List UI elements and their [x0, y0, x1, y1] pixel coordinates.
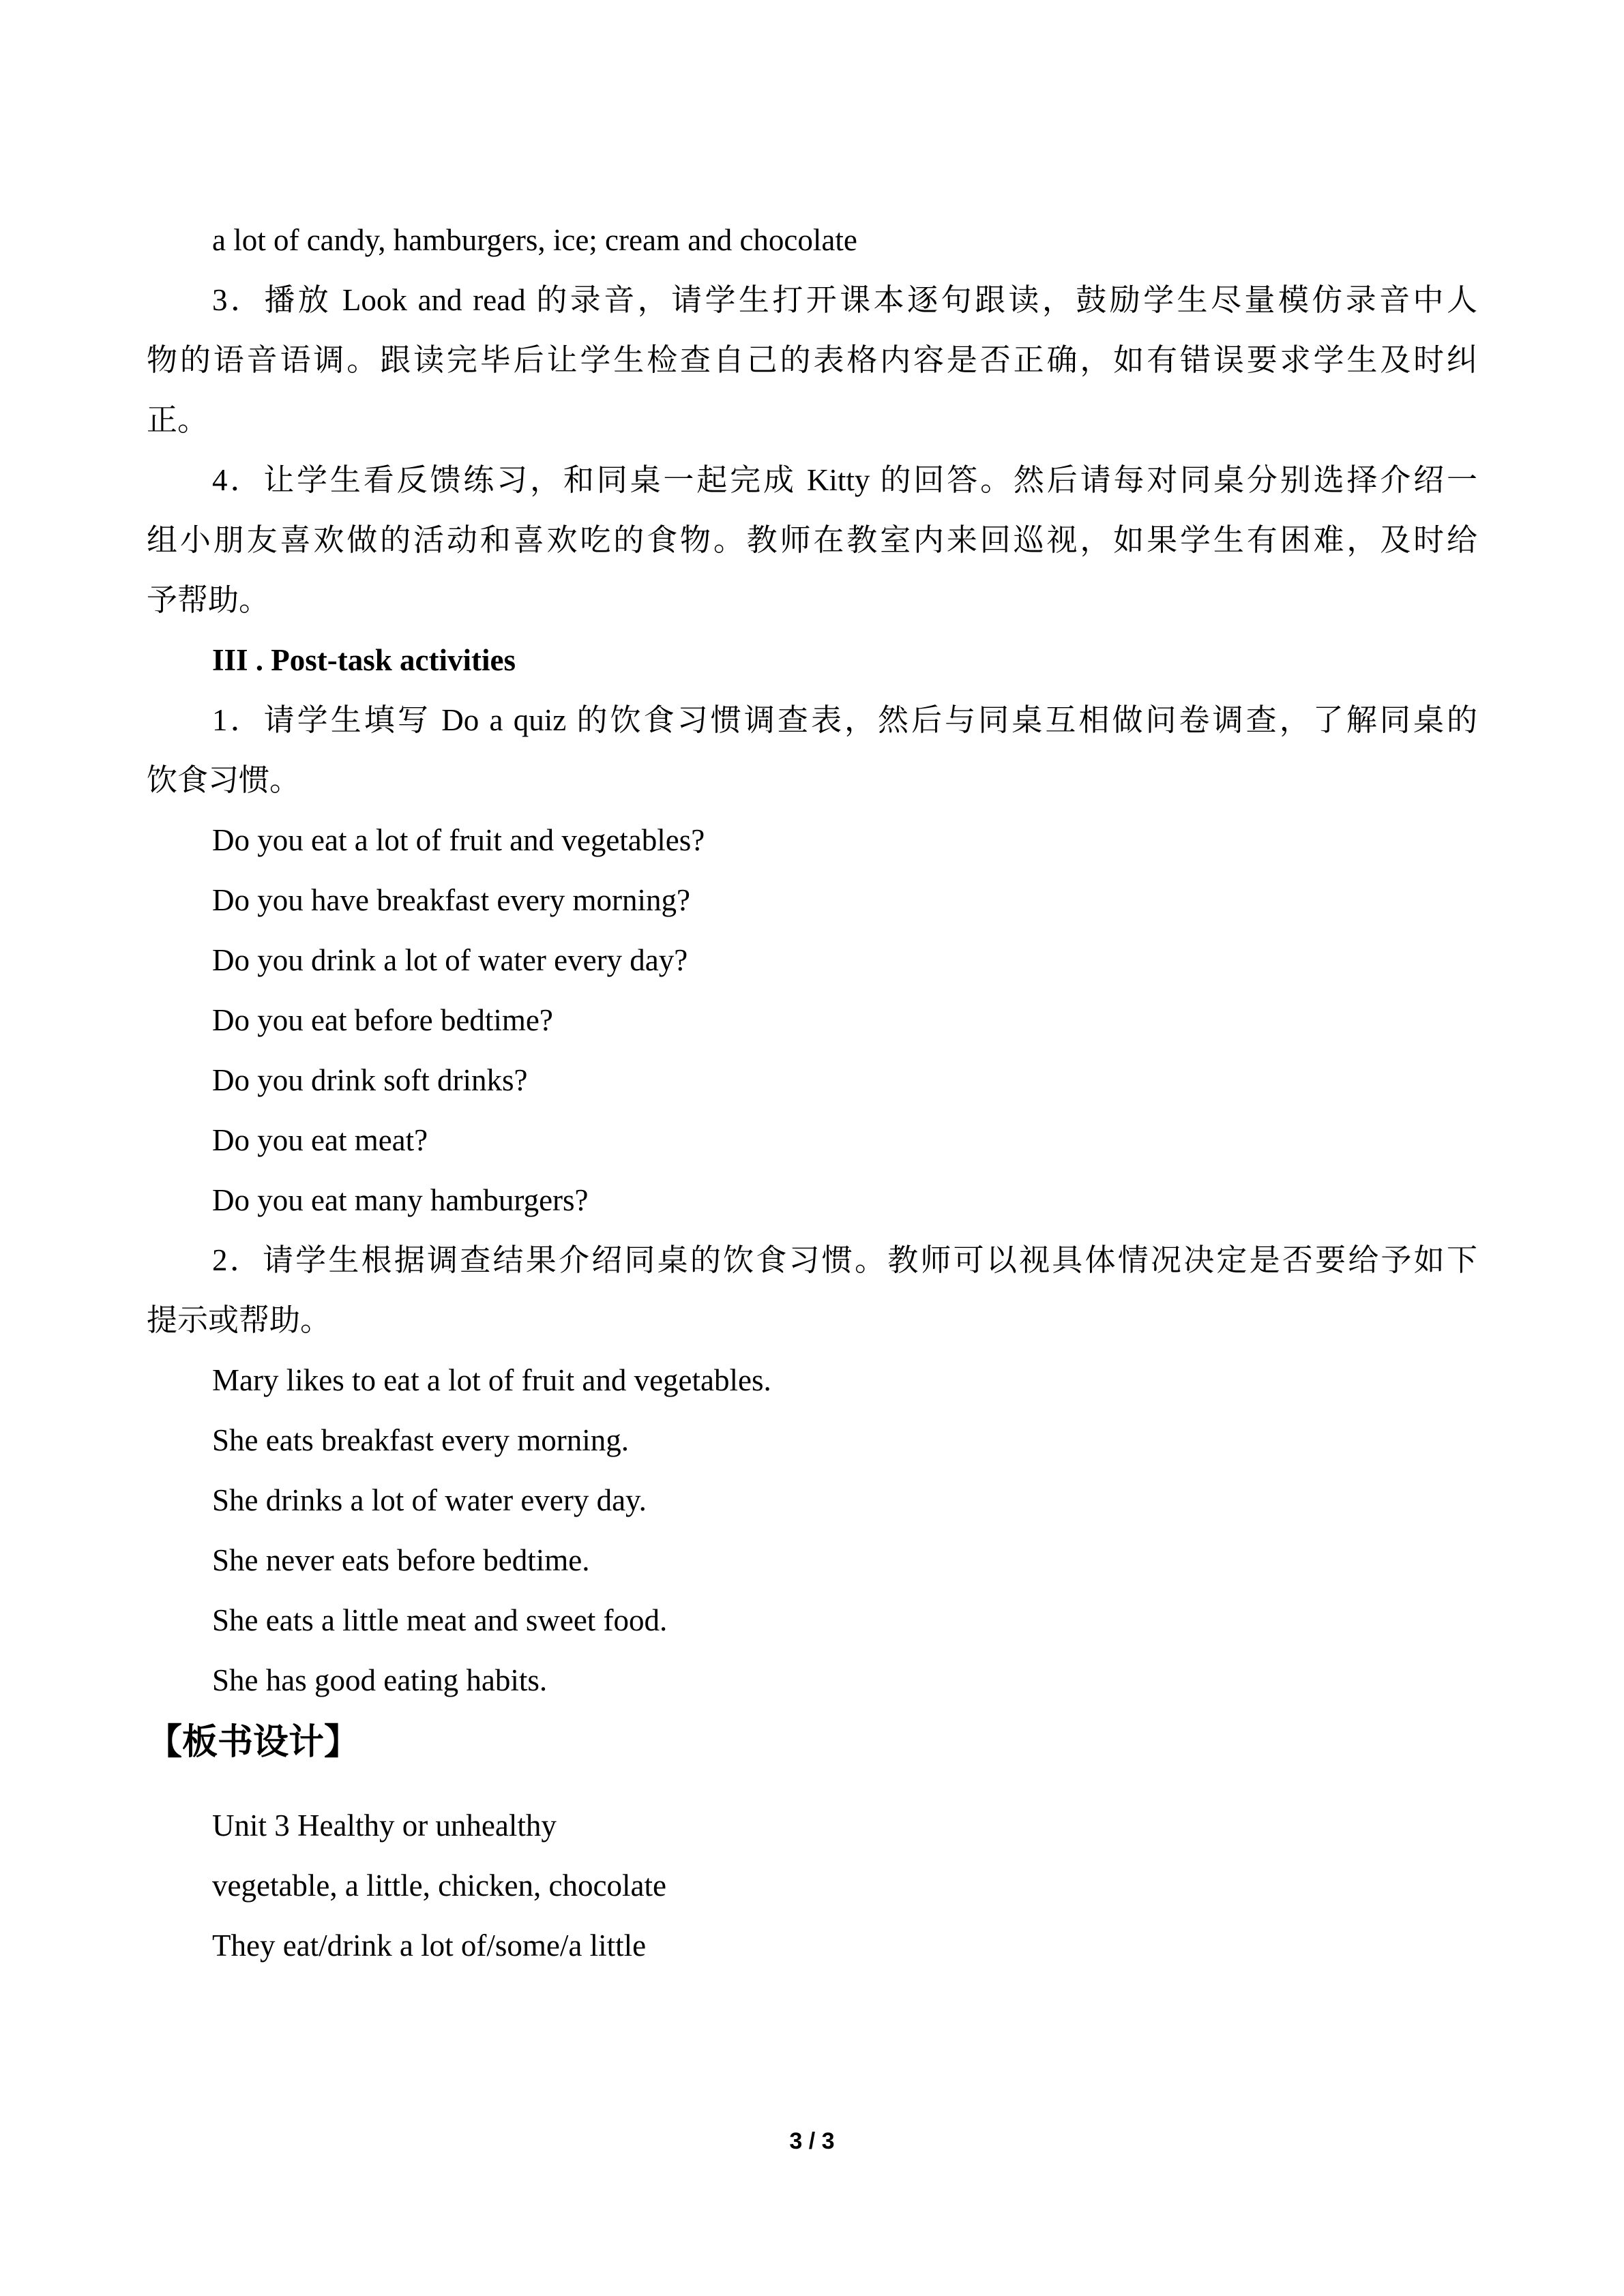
text-line: 物的语音语调。跟读完毕后让学生检查自己的表格内容是否正确，如有错误要求学生及时纠 [147, 343, 1477, 377]
text-line: 饮食习惯。 [147, 763, 301, 797]
text-line: 1．请学生填写 Do a quiz 的饮食习惯调查表，然后与同桌互相做问卷调查，了解同桌的 [212, 703, 1477, 737]
quiz-question-line: Do you have breakfast every morning? [212, 883, 690, 917]
example-sentence-line: She never eats before bedtime. [212, 1543, 590, 1577]
example-sentence-line: She eats a little meat and sweet food. [212, 1603, 668, 1637]
quiz-question-line: Do you eat a lot of fruit and vegetables? [212, 823, 705, 857]
example-sentence-line: She eats breakfast every morning. [212, 1423, 630, 1457]
text-line: a lot of candy, hamburgers, ice; cream and chocolate [212, 223, 857, 257]
quiz-question-line: Do you drink a lot of water every day? [212, 943, 688, 977]
section-heading-post-task: III . Post-task activities [212, 643, 516, 677]
board-design-line: vegetable, a little, chicken, chocolate [212, 1868, 666, 1903]
text-line: 2．请学生根据调查结果介绍同桌的饮食习惯。教师可以视具体情况决定是否要给予如下 [212, 1243, 1477, 1277]
quiz-question-line: Do you eat before bedtime? [212, 1003, 553, 1037]
text-line: 正。 [147, 403, 209, 437]
document-body [147, 210, 1477, 1976]
section-heading-board-design: 【板书设计】 [147, 1723, 360, 1762]
example-sentence-line: She has good eating habits. [212, 1663, 548, 1697]
text-line: 予帮助。 [147, 583, 270, 617]
example-sentence-line: Mary likes to eat a lot of fruit and vegetables. [212, 1363, 771, 1397]
quiz-question-line: Do you eat meat? [212, 1123, 428, 1157]
example-sentence-line: She drinks a lot of water every day. [212, 1483, 647, 1517]
board-design-line: Unit 3 Healthy or unhealthy [212, 1808, 557, 1843]
page-number: 3 / 3 [789, 2128, 835, 2154]
quiz-question-line: Do you eat many hamburgers? [212, 1183, 589, 1217]
text-line: 组小朋友喜欢做的活动和喜欢吃的食物。教师在教室内来回巡视，如果学生有困难，及时给 [147, 523, 1477, 557]
text-line: 提示或帮助。 [147, 1303, 331, 1337]
board-design-line: They eat/drink a lot of/some/a little [212, 1928, 647, 1963]
text-line: 4．让学生看反馈练习，和同桌一起完成 Kitty 的回答。然后请每对同桌分别选择介绍一 [212, 463, 1477, 497]
text-line: 3．播放 Look and read 的录音，请学生打开课本逐句跟读，鼓励学生尽量模仿录音中人 [212, 283, 1477, 317]
quiz-question-line: Do you drink soft drinks? [212, 1063, 528, 1097]
